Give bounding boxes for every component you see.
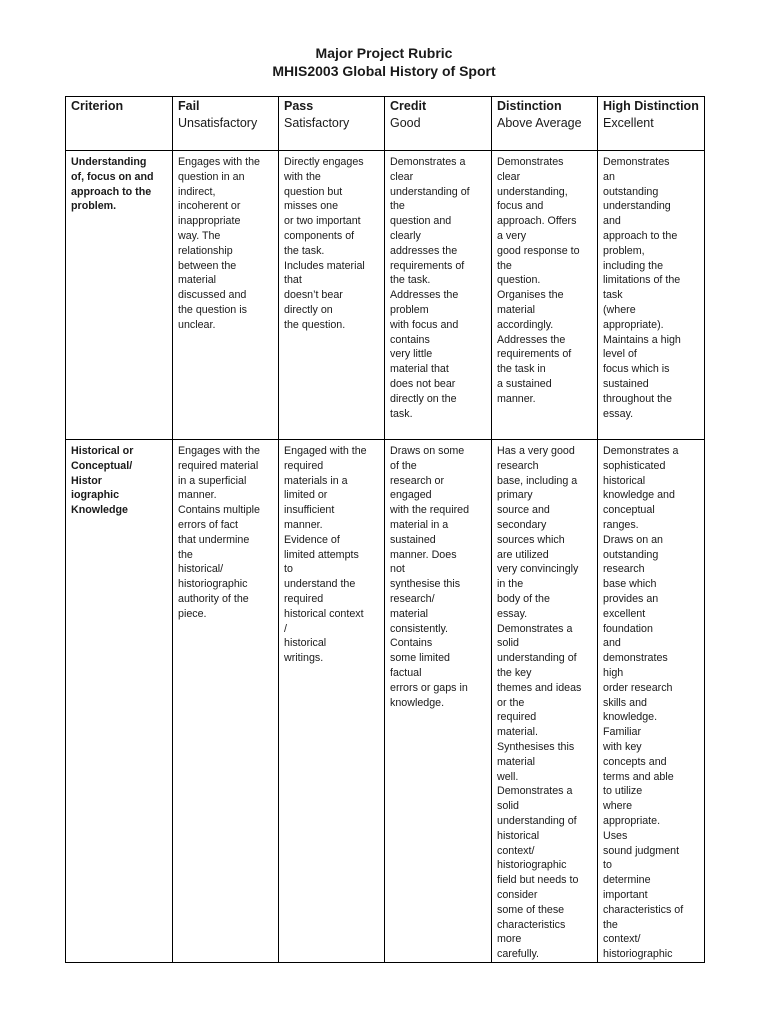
table-cell-high-distinction bbox=[598, 151, 705, 440]
header-high-distinction bbox=[598, 97, 705, 151]
header-credit bbox=[385, 97, 492, 151]
criterion-cell bbox=[66, 440, 173, 963]
document-title: Major Project Rubric bbox=[315, 45, 453, 61]
table-row bbox=[66, 440, 705, 963]
table-cell-pass bbox=[279, 151, 385, 440]
header-fail bbox=[173, 97, 279, 151]
table-cell-fail bbox=[173, 151, 279, 440]
table-cell-credit bbox=[385, 151, 492, 440]
header-name: Distinction bbox=[497, 99, 562, 113]
cell-text: Draws on some of the research or engaged with the required material in a sustained manner. Does not synthesise this research/ material consistently. Contains some limited factual errors or gaps in knowledge. bbox=[390, 445, 470, 709]
cell-text: Engages with the required material in a superficial manner. Contains multiple errors of fact that undermine the historical/ historiographic authority of the piece. bbox=[178, 445, 260, 620]
header-subtitle: Satisfactory bbox=[284, 115, 350, 130]
criterion-cell bbox=[66, 151, 173, 440]
criterion-label: Understanding of, focus on and approach to the problem. bbox=[71, 156, 154, 213]
cell-text: Demonstrates a clear understanding of the question and clearly addresses the requirements of the task. Addresses the problem with focus and contains very little material that does not bear directly on the task. bbox=[390, 156, 470, 420]
header-criterion bbox=[66, 97, 173, 151]
cell-text: Has a very good research base, including a primary source and secondary sources which are utilized very convincingly in the body of the essay. Demonstrates a solid understanding of the key themes and ideas or the required material. Synthesises this material well. Demonstrates a solid understanding of historical context/ historiographic field but needs to consider some of these characteristics more carefully. bbox=[497, 445, 582, 961]
table-cell-distinction bbox=[492, 440, 598, 963]
table-cell-distinction bbox=[492, 151, 598, 440]
header-subtitle: Good bbox=[390, 115, 421, 130]
cell-text: Engaged with the required materials in a limited or insufficient manner. Evidence of limited attempts to understand the required historical context / historical writings. bbox=[284, 445, 367, 665]
header-distinction bbox=[492, 97, 598, 151]
rubric-table bbox=[65, 96, 705, 963]
header-name: High Distinction bbox=[603, 99, 699, 113]
header-subtitle: Unsatisfactory bbox=[178, 115, 258, 130]
cell-text: Directly engages with the question but misses one or two important components of the task. Includes material that doesn’t bear directly on the question. bbox=[284, 156, 365, 331]
header-subtitle: Excellent bbox=[603, 115, 654, 130]
cell-text: Demonstrates clear understanding, focus and approach. Offers a very good response to the question. Organises the material accordingly. Addresses the requirements of the task in a sustained manner. bbox=[497, 156, 580, 405]
table-cell-credit bbox=[385, 440, 492, 963]
table-cell-pass bbox=[279, 440, 385, 963]
header-name: Criterion bbox=[71, 99, 124, 113]
header-name: Fail bbox=[178, 99, 200, 113]
table-cell-fail bbox=[173, 440, 279, 963]
document-subtitle: MHIS2003 Global History of Sport bbox=[272, 63, 496, 79]
header-pass bbox=[279, 97, 385, 151]
cell-text: Engages with the question in an indirect, incoherent or inappropriate way. The relationship between the material discussed and the question is unclear. bbox=[178, 156, 260, 331]
criterion-label: Historical or Conceptual/ Histor iographic Knowledge bbox=[71, 445, 134, 517]
header-row bbox=[66, 97, 705, 151]
table-cell-high-distinction bbox=[598, 440, 705, 963]
header-subtitle: Above Average bbox=[497, 115, 582, 130]
table-row bbox=[66, 151, 705, 440]
header-name: Pass bbox=[284, 99, 314, 113]
cell-text: Demonstrates a sophisticated historical knowledge and conceptual ranges. Draws on an outstanding research base which provides an excellent foundation and demonstrates high order research skills and knowledge. Familiar with key concepts and terms and able to utilize where appropriate. Uses sound judgment to determine important characteristics of the context/ historiographic bbox=[603, 445, 684, 961]
document-header bbox=[0, 44, 768, 80]
header-name: Credit bbox=[390, 99, 427, 113]
cell-text: Demonstrates an outstanding understanding and approach to the problem, including the limitations of the task (where appropriate). Maintains a high level of focus which is sustained throughout the essay. bbox=[603, 156, 681, 420]
